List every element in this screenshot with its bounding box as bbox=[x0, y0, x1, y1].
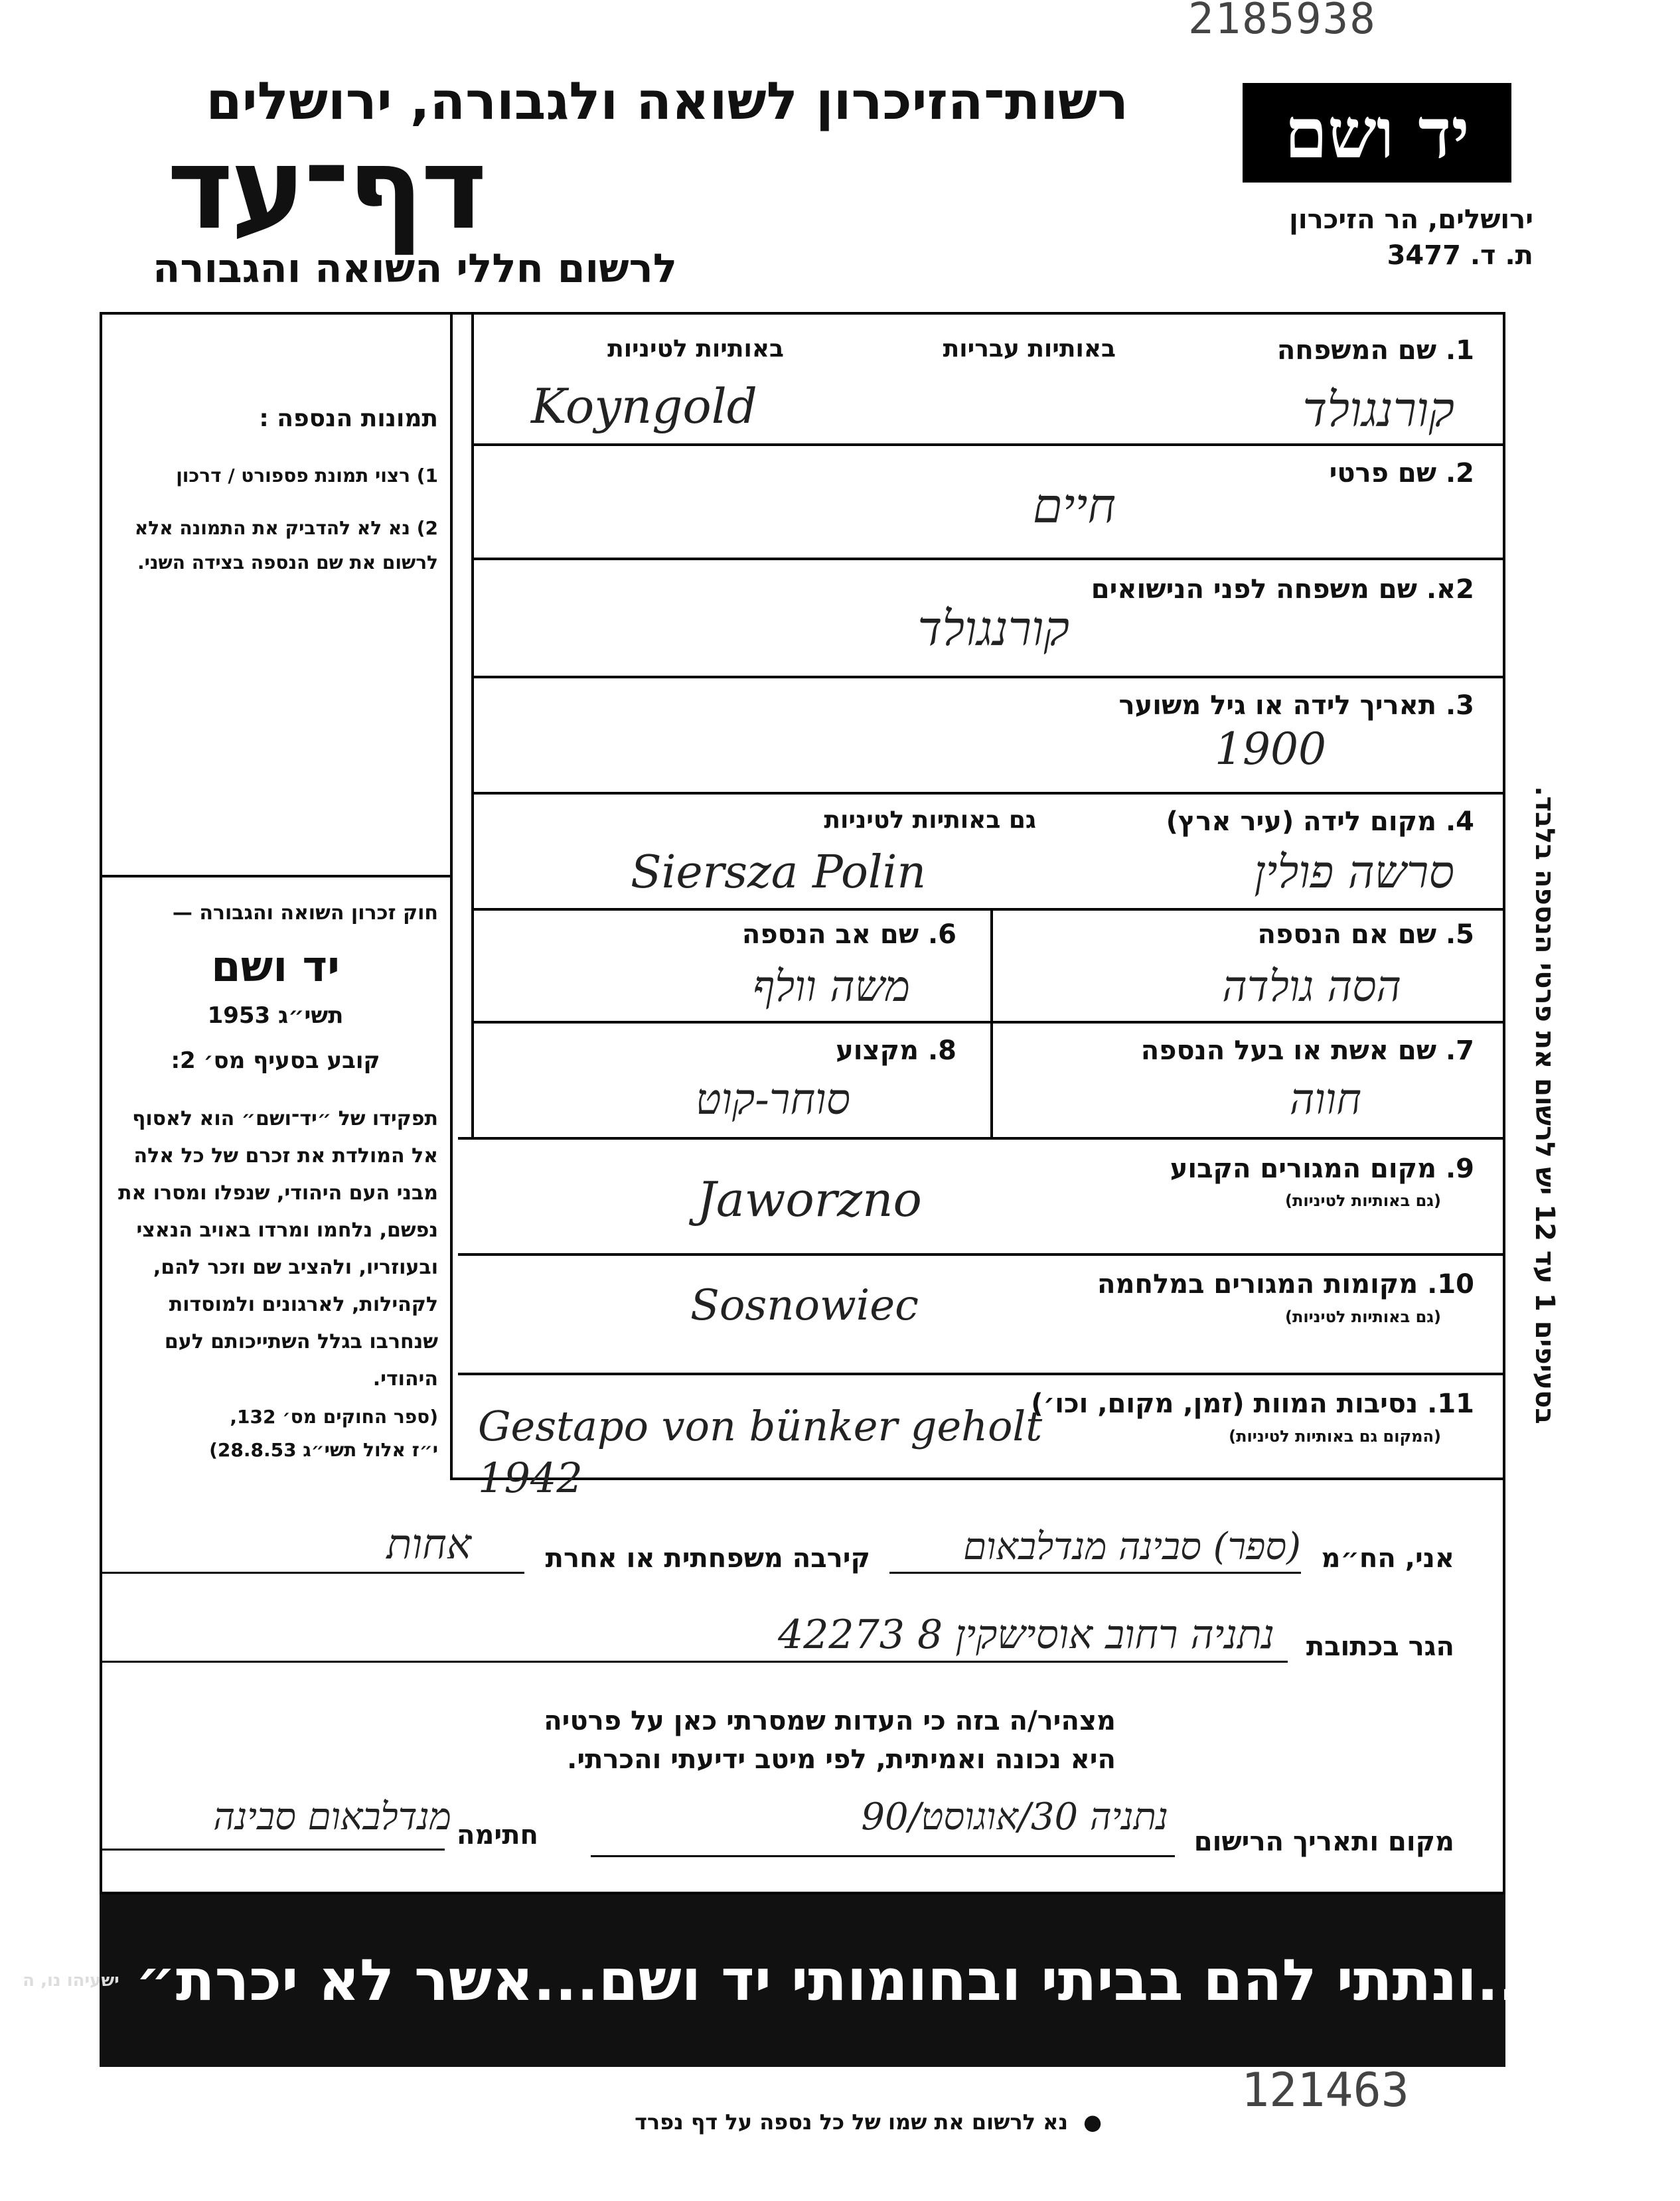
signature-line bbox=[100, 1849, 445, 1851]
field-10-value[interactable]: Sosnowiec bbox=[690, 1281, 919, 1330]
place-date-value[interactable]: נתניה 30/אוגוסט/90 bbox=[861, 1795, 1168, 1839]
field-8-label: 8. מקצוע bbox=[836, 1035, 956, 1066]
field-9-label: 9. מקום המגורים הקבוע bbox=[1170, 1154, 1474, 1184]
field-7-label: 7. שם אשת או בעל הנספה bbox=[1140, 1035, 1474, 1066]
field-5-label: 5. שם אם הנספה bbox=[1257, 919, 1474, 950]
quote-banner bbox=[23, 1894, 1582, 2067]
field-1-latin-value[interactable]: Koyngold bbox=[531, 378, 757, 434]
column-divider bbox=[990, 1024, 993, 1137]
field-2-value[interactable]: חיים bbox=[1032, 478, 1116, 534]
bullet-icon: ● bbox=[1083, 2109, 1102, 2135]
banner-quote: ״...ונתתי להם בביתי ובחומותי יד ושם...אשר לא יכרת״ bbox=[135, 1947, 1582, 2014]
field-4-label: 4. מקום לידה (עיר ארץ) bbox=[1166, 806, 1474, 837]
field-10-label: 10. מקומות המגורים במלחמה bbox=[1097, 1269, 1474, 1300]
left-panel-divider bbox=[100, 875, 451, 877]
column-divider bbox=[990, 911, 993, 1021]
stamp-number: 2185938 bbox=[1188, 0, 1377, 44]
footer-note-text: נא לרשום את שמו של כל נספה על דף נפרד bbox=[635, 2109, 1068, 2135]
statement-line-1: מצהיר/ה בזה כי העדות שמסרתי כאן על פרטיה bbox=[544, 1706, 1116, 1736]
field-1-latin-caption: באותיות לטיניות bbox=[607, 335, 784, 362]
row-left-border bbox=[471, 312, 474, 1138]
law-clause: קובע בסעיף מס׳ 2: bbox=[171, 1047, 380, 1074]
field-7-value[interactable]: חווה bbox=[1289, 1075, 1361, 1124]
field-5-value[interactable]: הסה גולדה bbox=[1222, 962, 1401, 1012]
row-separator bbox=[458, 1373, 1505, 1375]
bottom-number: 121463 bbox=[1241, 2063, 1409, 2117]
photo-note-1: 1) רצוי תמונת פספורט / דרכון bbox=[176, 465, 438, 487]
signature-label: חתימה bbox=[456, 1820, 538, 1851]
row-separator bbox=[471, 792, 1505, 795]
field-11-value[interactable]: Gestapo von bünker geholt 1942 bbox=[478, 1402, 1043, 1502]
photo-title: תמונות הנספה : bbox=[259, 405, 438, 432]
field-10-sub: (גם באותיות לטיניות) bbox=[1285, 1308, 1441, 1326]
form-subtitle: לרשום חללי השואה והגבורה bbox=[153, 246, 677, 292]
form-title: דף־עד bbox=[167, 123, 485, 255]
footer-note bbox=[504, 2109, 1102, 2135]
place-date-label: מקום ותאריך הרישום bbox=[1193, 1827, 1454, 1857]
field-9-sub: (גם באותיות לטיניות) bbox=[1285, 1191, 1441, 1210]
address-value[interactable]: נתניה רחוב אוסישקין 8 42273 bbox=[778, 1612, 1274, 1658]
place-date-line bbox=[591, 1855, 1175, 1857]
field-1-label: 1. שם המשפחה bbox=[1276, 335, 1474, 366]
field-11-label: 11. נסיבות המוות (זמן, מקום, וכו׳) bbox=[1031, 1389, 1474, 1419]
field-2a-label: 2א. שם משפחה לפני הנישואים bbox=[1091, 574, 1474, 605]
authority-heading: רשות־הזיכרון לשואה ולגבורה, ירושלים bbox=[206, 72, 1128, 131]
row-separator bbox=[471, 443, 1505, 446]
declarant-label: אני, הח״מ bbox=[1321, 1543, 1454, 1574]
row-separator bbox=[471, 1021, 1505, 1024]
law-header: חוק זכרון השואה והגבורה — bbox=[172, 901, 438, 925]
field-4-latin-value[interactable]: Siersza Polin bbox=[631, 846, 927, 899]
row-separator bbox=[471, 676, 1505, 678]
banner-reference: ישעיהו נו, ה bbox=[23, 1971, 119, 1991]
field-11-sub: (המקום גם באותיות לטיניות) bbox=[1229, 1427, 1441, 1446]
declarant-line bbox=[889, 1572, 1301, 1574]
field-6-value[interactable]: משה וולף bbox=[753, 962, 910, 1012]
field-2-label: 2. שם פרטי bbox=[1329, 458, 1474, 489]
signature-value[interactable]: מנדלבאום סבינה bbox=[213, 1795, 451, 1839]
photo-note-2: 2) נא לא להדביק את התמונה אלא לרשום את שם הנספה בצידה השני. bbox=[134, 517, 438, 573]
field-1-hebrew-caption: באותיות עבריות bbox=[943, 335, 1116, 362]
statement-line-2: היא נכונה ואמיתית, לפי מיטב ידיעתי והכרתי. bbox=[567, 1744, 1116, 1775]
field-1-hebrew-value[interactable]: קורנגולד bbox=[1302, 382, 1454, 437]
law-year: תשי״ג 1953 bbox=[207, 1002, 344, 1029]
field-4-latin-caption: גם באותיות לטיניות bbox=[824, 806, 1036, 834]
row-separator bbox=[471, 908, 1505, 911]
yad-vashem-logo bbox=[1243, 83, 1511, 183]
address-line-2: ת. ד. 3477 bbox=[1387, 240, 1533, 271]
row-separator bbox=[458, 1137, 1505, 1140]
address-line-1: ירושלים, הר הזיכרון bbox=[1289, 204, 1533, 235]
field-2a-value[interactable]: קורנגולד bbox=[917, 601, 1069, 656]
side-instruction: בסעיפים 1 עד 12 יש לרשום את פרטי הנספה בלבד. bbox=[1529, 786, 1560, 1424]
field-8-value[interactable]: סוחר-קוט bbox=[696, 1075, 850, 1124]
law-name: יד ושם bbox=[211, 943, 340, 992]
relation-label: קירבה משפחתית או אחרת bbox=[545, 1543, 870, 1574]
address-label: הגר בכתובת bbox=[1306, 1632, 1454, 1662]
row-separator bbox=[471, 558, 1505, 560]
field-3-label: 3. תאריך לידה או גיל משוער bbox=[1118, 690, 1474, 721]
law-text: תפקידו של ״יד־ושם״ הוא לאסוף אל המולדת את זכרם של כל אלה מבני העם היהודי, שנפלו ומסרו את נפשם, נלחמו ומרדו באויב הנאצי ובעוזריו, ולהציב שם וזכר להם, לקהילות, לארגונים ולמוסדות שנחרבו בגלל השתייכותם לעם היהודי. bbox=[118, 1107, 438, 1391]
law-reference-2: י״ז אלול תשי״ג 28.8.53) bbox=[209, 1439, 438, 1461]
row-separator bbox=[458, 1253, 1505, 1256]
address-line bbox=[100, 1661, 1288, 1663]
field-3-value[interactable]: 1900 bbox=[1215, 723, 1326, 775]
law-reference-1: (ספר החוקים מס׳ 132, bbox=[230, 1406, 438, 1428]
field-6-label: 6. שם אב הנספה bbox=[741, 919, 956, 950]
logo-text: יד ושם bbox=[1284, 92, 1470, 174]
field-9-value[interactable]: Jaworzno bbox=[697, 1172, 922, 1227]
declarant-value[interactable]: (ספר) סבינה מנדלבאום bbox=[963, 1525, 1301, 1568]
field-4-hebrew-value[interactable]: סרשה פולין bbox=[1254, 846, 1454, 899]
relation-line bbox=[100, 1572, 524, 1574]
relation-value[interactable]: אחות bbox=[386, 1520, 471, 1568]
